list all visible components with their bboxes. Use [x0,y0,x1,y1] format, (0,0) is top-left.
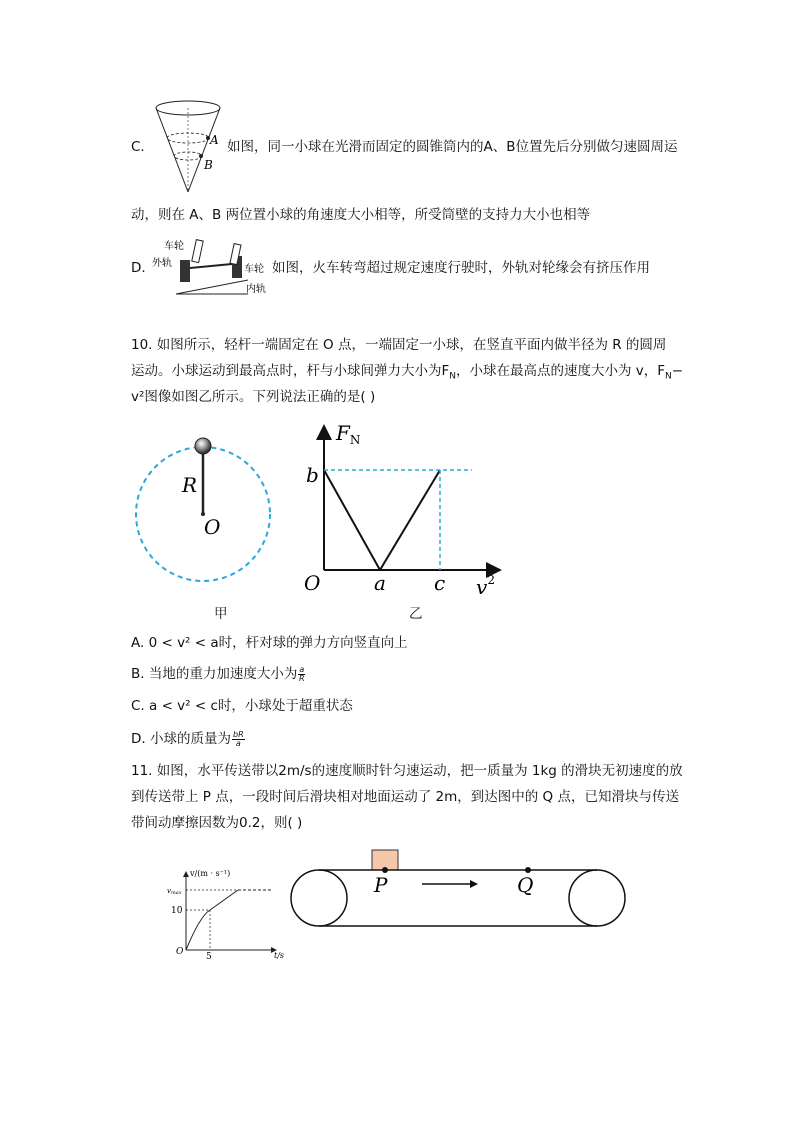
small-graph-ylabel: v/(m · s⁻¹) [190,869,231,878]
yi-label-v2: $v^2$ [476,573,495,599]
small-graph-x5: 5 [206,952,212,960]
figure-yi-graph [296,418,510,600]
option-c-line2: 动，则在 A、B 两位置小球的角速度大小相等，所受筒壁的支持力大小也相等 [131,207,591,223]
train-track-figure [150,234,272,298]
yi-label-fn: $F_N$ [336,421,361,447]
option-d-label: D. [131,260,146,276]
label-inner-rail: 内轨 [246,284,266,295]
q11-line1: 11. 如图，水平传送带以2m/s的速度顺时针匀速运动，把一质量为 1kg 的滑块无初速度的放 [131,763,683,779]
small-graph-y10: 10 [171,906,183,916]
cone-figure [152,98,228,194]
jia-label-r: R [182,473,198,497]
fraction-a-over-r: $\frac{a}{R}$ [299,664,305,683]
q10-option-d: D. 小球的质量为 $\frac{bR}{a}$ [131,729,244,748]
q10-line1: 10. 如图所示，轻杆一端固定在 O 点，一端固定一小球，在竖直平面内做半径为 R 的圆周 [131,337,667,353]
label-outer-rail: 外轨 [152,258,172,269]
yi-label-o: O [304,571,321,595]
small-graph-origin: O [176,947,184,957]
jia-label-o: O [204,515,221,539]
option-c-label: C. [131,139,145,155]
q10-line2: 运动。小球运动到最高点时，杆与小球间弹力大小为$F_N$，小球在最高点的速度大小为 v，$F_N-$ [131,363,684,382]
belt-label-q: Q [517,873,534,897]
option-c-line1: 如图，同一小球在光滑而固定的圆锥筒内的A、B位置先后分别做匀速圆周运 [227,139,678,155]
belt-label-p: P [374,873,388,897]
cone-label-a: A [210,133,219,147]
small-vt-graph [164,866,290,960]
cone-label-b: B [204,158,213,172]
q10-option-b: B. 当地的重力加速度大小为 $\frac{a}{R}$ [131,664,305,683]
q11-line2: 到传送带上 P 点，一段时间后滑块相对地面运动了 2m，到达图中的 Q 点，已知滑块与传送 [131,789,679,805]
fraction-br-over-a: $\frac{bR}{a}$ [232,729,244,748]
yi-caption: 乙 [409,606,423,622]
small-graph-vmax: vmax [167,887,182,896]
label-wheel-right: 车轮 [244,264,264,275]
q10-line3: v²图像如图乙所示。下列说法正确的是( ) [131,389,376,405]
yi-label-c: c [434,571,446,595]
figure-jia-circle [130,432,280,592]
label-wheel-top: 车轮 [164,241,184,252]
small-graph-xlabel: t/s [274,951,285,960]
yi-label-a: a [374,571,386,595]
option-d-text: 如图，火车转弯超过规定速度行驶时，外轨对轮缘会有挤压作用 [272,260,650,276]
q11-line3: 带间动摩擦因数为0.2，则( ) [131,815,303,831]
conveyor-belt-figure [288,846,630,930]
jia-caption: 甲 [214,606,228,622]
q10-option-a: A. 0 < v² < a时，杆对球的弹力方向竖直向上 [131,635,408,651]
q10-option-c: C. a < v² < c时，小球处于超重状态 [131,698,353,714]
yi-label-b: b [306,463,319,487]
